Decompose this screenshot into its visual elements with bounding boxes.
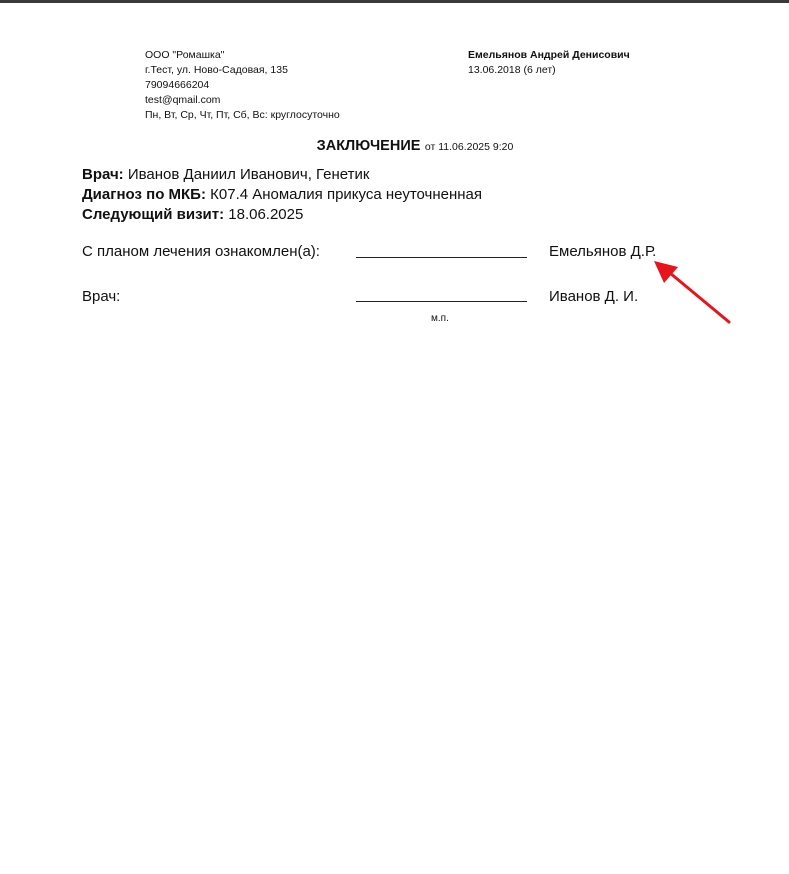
patient-name: Емельянов Андрей Денисович: [468, 49, 630, 61]
next-visit-value: 18.06.2025: [228, 206, 304, 223]
title-date: от 11.06.2025 9:20: [424, 141, 514, 153]
clinic-name: ООО "Ромашка": [145, 49, 225, 61]
arrow-head: [654, 261, 678, 283]
patient-sign-name: Емельянов Д.Р.: [549, 243, 657, 260]
doctor-sign-name: Иванов Д. И.: [549, 288, 639, 305]
diagnosis-value: К07.4 Аномалия прикуса неуточненная: [210, 186, 483, 203]
next-visit-label: Следующий визит:: [82, 206, 225, 223]
clinic-hours: Пн, Вт, Ср, Чт, Пт, Сб, Вс: круглосуточно: [145, 109, 340, 121]
patient-birth: 13.06.2018 (6 лет): [468, 64, 556, 76]
diagnosis-label: Диагноз по МКБ:: [82, 186, 206, 203]
title-text: ЗАКЛЮЧЕНИЕ: [316, 138, 421, 154]
doctor-label: Врач:: [82, 166, 124, 183]
arrow-shaft: [670, 273, 729, 322]
clinic-email: test@qmail.com: [145, 94, 221, 106]
doctor-sign-label: Врач:: [82, 288, 121, 305]
stamp-place: м.п.: [431, 313, 449, 324]
clinic-phone: 79094666204: [145, 79, 210, 91]
clinic-address: г.Тест, ул. Ново-Садовая, 135: [145, 64, 288, 76]
patient-sign-label: С планом лечения ознакомлен(а):: [82, 243, 320, 260]
doctor-value: Иванов Даниил Иванович, Генетик: [127, 166, 370, 183]
